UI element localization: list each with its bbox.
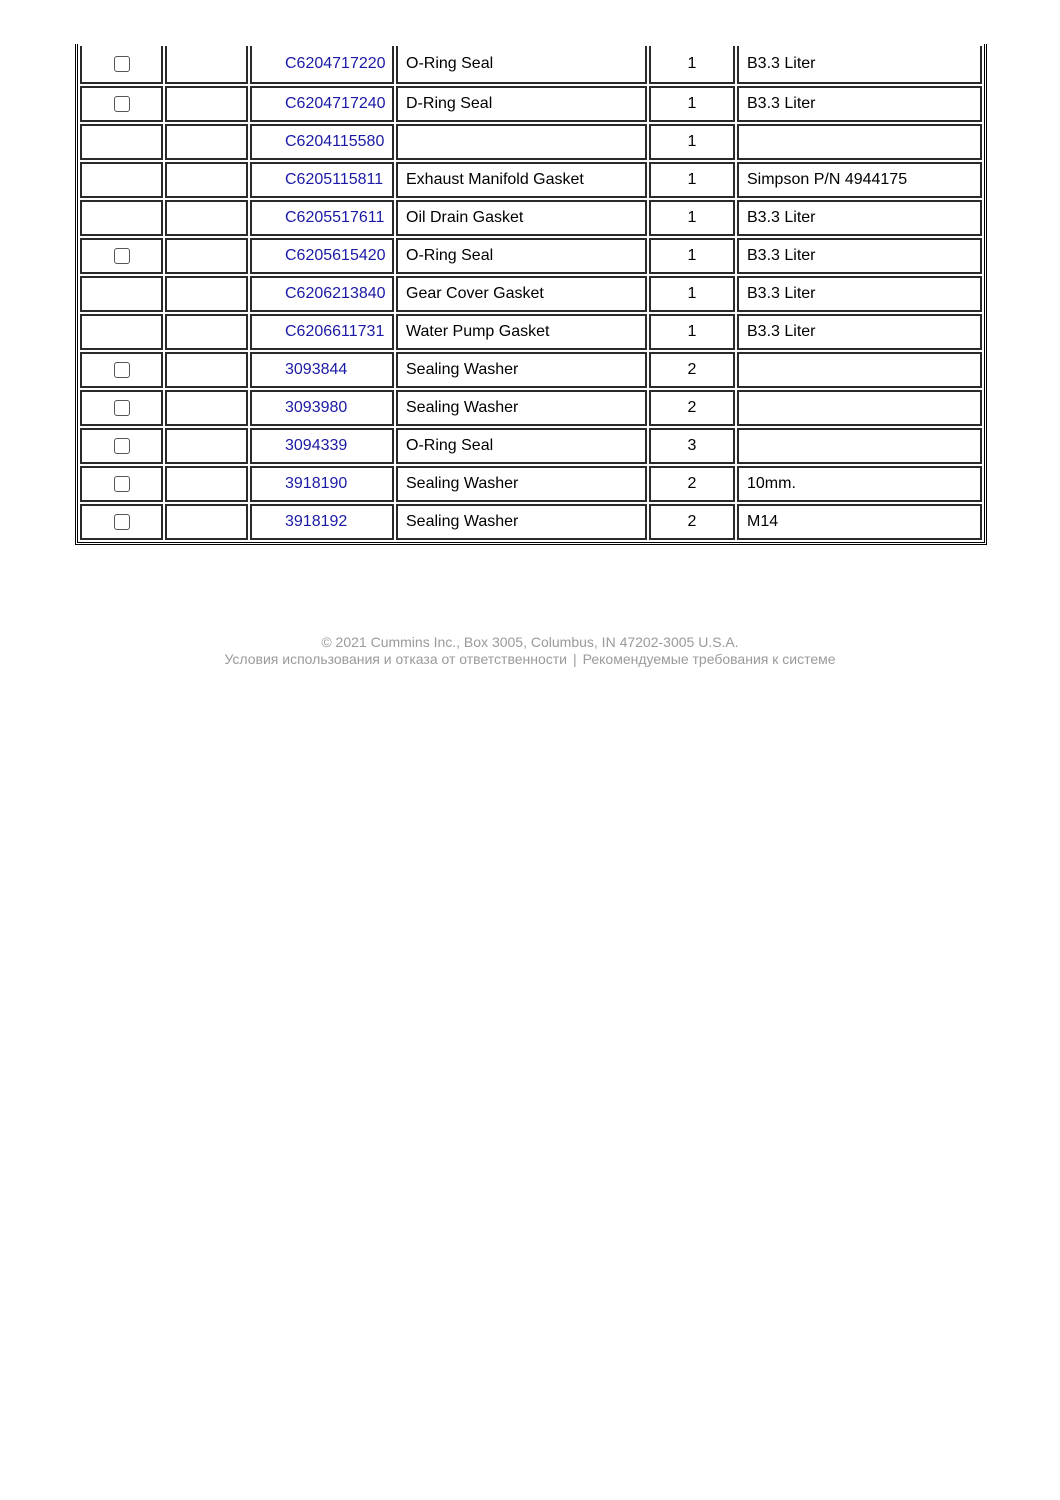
- parts-table-container: [75, 44, 987, 545]
- part-number-link[interactable]: C6205615420: [285, 247, 386, 264]
- select-cell: [80, 276, 163, 312]
- notes-cell: Simpson P/N 4944175: [737, 162, 982, 198]
- select-cell: [80, 46, 163, 84]
- quantity-cell: 2: [649, 466, 735, 502]
- description-cell: O-Ring Seal: [396, 238, 647, 274]
- description-cell: Sealing Washer: [396, 390, 647, 426]
- table-row: [80, 314, 982, 350]
- part-number-cell: [250, 86, 394, 122]
- part-number-link[interactable]: C6204717220: [285, 55, 386, 72]
- quantity-cell: 2: [649, 504, 735, 540]
- select-cell: [80, 466, 163, 502]
- notes-cell: [737, 390, 982, 426]
- notes-cell: [737, 124, 982, 160]
- row-checkbox[interactable]: [114, 362, 130, 378]
- quantity-cell: 3: [649, 428, 735, 464]
- empty-cell: [165, 466, 248, 502]
- system-requirements-link[interactable]: Рекомендуемые требования к системе: [582, 651, 836, 667]
- quantity-cell: 1: [649, 46, 735, 84]
- table-row: [80, 466, 982, 502]
- empty-cell: [165, 390, 248, 426]
- row-checkbox[interactable]: [114, 400, 130, 416]
- quantity-cell: 1: [649, 162, 735, 198]
- quantity-cell: 1: [649, 276, 735, 312]
- select-cell: [80, 314, 163, 350]
- part-number-cell: [250, 352, 394, 388]
- part-number-link[interactable]: C6205115811: [285, 171, 384, 188]
- notes-cell: B3.3 Liter: [737, 314, 982, 350]
- table-row: [80, 200, 982, 236]
- empty-cell: [165, 162, 248, 198]
- row-checkbox[interactable]: [114, 96, 130, 112]
- notes-cell: [737, 352, 982, 388]
- footer-separator: |: [573, 651, 577, 667]
- table-row: [80, 86, 982, 122]
- notes-cell: [737, 428, 982, 464]
- description-cell: Sealing Washer: [396, 352, 647, 388]
- footer-links: [0, 651, 1060, 668]
- table-row: [80, 352, 982, 388]
- select-cell: [80, 390, 163, 426]
- part-number-link[interactable]: C6204115580: [285, 133, 385, 150]
- description-cell: Gear Cover Gasket: [396, 276, 647, 312]
- select-cell: [80, 124, 163, 160]
- empty-cell: [165, 46, 248, 84]
- description-cell: Sealing Washer: [396, 466, 647, 502]
- table-row: [80, 162, 982, 198]
- empty-cell: [165, 86, 248, 122]
- description-cell: D-Ring Seal: [396, 86, 647, 122]
- table-row: [80, 46, 982, 84]
- part-number-link[interactable]: C6204717240: [285, 95, 386, 112]
- part-number-link[interactable]: 3093980: [285, 399, 348, 416]
- row-checkbox[interactable]: [114, 438, 130, 454]
- copyright-text: © 2021 Cummins Inc., Box 3005, Columbus, IN 47202-3005 U.S.A.: [321, 634, 739, 650]
- select-cell: [80, 162, 163, 198]
- empty-cell: [165, 428, 248, 464]
- table-row: [80, 124, 982, 160]
- description-cell: [396, 124, 647, 160]
- empty-cell: [165, 200, 248, 236]
- quantity-cell: 1: [649, 314, 735, 350]
- part-number-link[interactable]: C6206213840: [285, 285, 386, 302]
- description-cell: Exhaust Manifold Gasket: [396, 162, 647, 198]
- empty-cell: [165, 124, 248, 160]
- notes-cell: M14: [737, 504, 982, 540]
- notes-cell: 10mm.: [737, 466, 982, 502]
- description-cell: O-Ring Seal: [396, 46, 647, 84]
- notes-cell: B3.3 Liter: [737, 276, 982, 312]
- quantity-cell: 1: [649, 124, 735, 160]
- empty-cell: [165, 314, 248, 350]
- part-number-cell: [250, 46, 394, 84]
- select-cell: [80, 238, 163, 274]
- table-row: [80, 390, 982, 426]
- part-number-cell: [250, 276, 394, 312]
- select-cell: [80, 352, 163, 388]
- empty-cell: [165, 238, 248, 274]
- table-row: [80, 504, 982, 540]
- row-checkbox[interactable]: [114, 248, 130, 264]
- part-number-link[interactable]: C6206611731: [285, 323, 385, 340]
- notes-cell: B3.3 Liter: [737, 238, 982, 274]
- part-number-link[interactable]: C6205517611: [285, 209, 385, 226]
- terms-link[interactable]: Условия использования и отказа от ответственности: [224, 651, 567, 667]
- row-checkbox[interactable]: [114, 514, 130, 530]
- description-cell: O-Ring Seal: [396, 428, 647, 464]
- part-number-link[interactable]: 3918192: [285, 513, 348, 530]
- part-number-cell: [250, 428, 394, 464]
- select-cell: [80, 86, 163, 122]
- description-cell: Sealing Washer: [396, 504, 647, 540]
- parts-table-body: [80, 46, 982, 540]
- description-cell: Oil Drain Gasket: [396, 200, 647, 236]
- notes-cell: B3.3 Liter: [737, 46, 982, 84]
- select-cell: [80, 428, 163, 464]
- part-number-cell: [250, 200, 394, 236]
- part-number-link[interactable]: 3918190: [285, 475, 348, 492]
- notes-cell: B3.3 Liter: [737, 86, 982, 122]
- part-number-cell: [250, 314, 394, 350]
- quantity-cell: 2: [649, 352, 735, 388]
- notes-cell: B3.3 Liter: [737, 200, 982, 236]
- empty-cell: [165, 352, 248, 388]
- part-number-cell: [250, 466, 394, 502]
- select-cell: [80, 200, 163, 236]
- row-checkbox[interactable]: [114, 476, 130, 492]
- description-cell: Water Pump Gasket: [396, 314, 647, 350]
- quantity-cell: 2: [649, 390, 735, 426]
- page-footer: [0, 634, 1060, 668]
- part-number-cell: [250, 124, 394, 160]
- parts-table: [78, 44, 984, 542]
- part-number-link[interactable]: 3094339: [285, 437, 348, 454]
- empty-cell: [165, 504, 248, 540]
- part-number-cell: [250, 162, 394, 198]
- part-number-cell: [250, 390, 394, 426]
- select-cell: [80, 504, 163, 540]
- table-row: [80, 428, 982, 464]
- table-row: [80, 276, 982, 312]
- quantity-cell: 1: [649, 238, 735, 274]
- part-number-cell: [250, 504, 394, 540]
- table-row: [80, 238, 982, 274]
- part-number-cell: [250, 238, 394, 274]
- quantity-cell: 1: [649, 200, 735, 236]
- row-checkbox[interactable]: [114, 56, 130, 72]
- quantity-cell: 1: [649, 86, 735, 122]
- part-number-link[interactable]: 3093844: [285, 361, 348, 378]
- empty-cell: [165, 276, 248, 312]
